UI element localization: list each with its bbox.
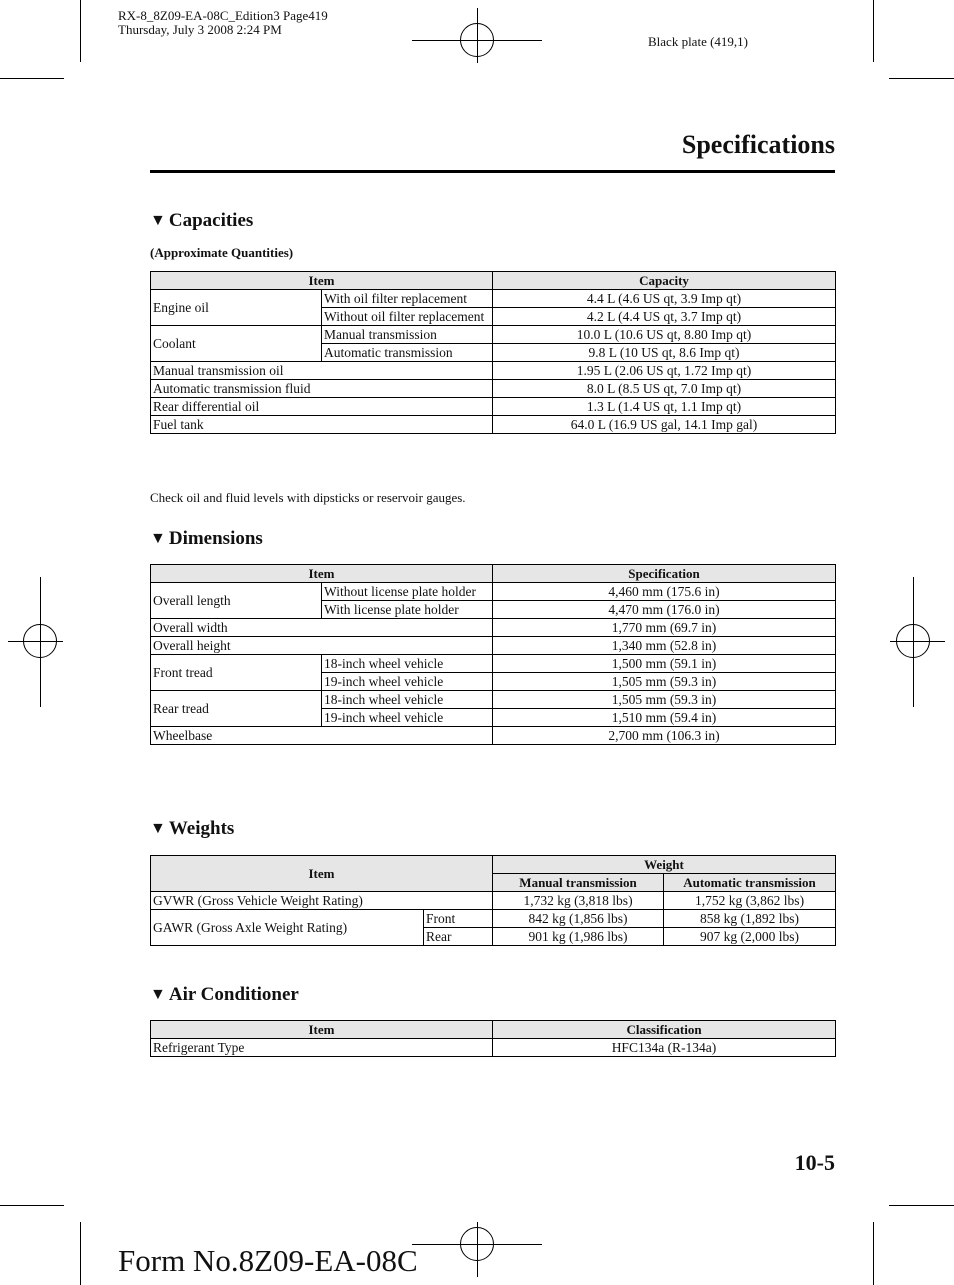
weights-heading-label: Weights <box>168 818 235 839</box>
page-title: Specifications <box>681 130 835 159</box>
crop-mark <box>873 0 874 62</box>
triangle-down-icon: ▼ <box>150 986 166 1003</box>
overall-height-value: 1,340 mm (52.8 in) <box>493 637 836 655</box>
table-header-row <box>151 1021 836 1039</box>
col-header-item: Item <box>151 272 493 290</box>
black-plate-label: Black plate (419,1) <box>648 34 748 49</box>
form-number: Form No.8Z09-EA-08C <box>118 1243 418 1278</box>
table-row <box>151 727 836 745</box>
gawr-cell: GAWR (Gross Axle Weight Rating) <box>151 910 424 946</box>
table-row <box>151 619 836 637</box>
rear-manual-value: 901 kg (1,986 lbs) <box>493 928 664 946</box>
dimensions-table <box>150 564 836 745</box>
value-cell: 1.95 L (2.06 US qt, 1.72 Imp qt) <box>493 362 836 380</box>
refrigerant-type-cell: Refrigerant Type <box>151 1039 493 1057</box>
triangle-down-icon: ▼ <box>150 820 166 837</box>
crop-mark <box>0 78 64 79</box>
table-row <box>151 362 836 380</box>
value-cell: 64.0 L (16.9 US gal, 14.1 Imp gal) <box>493 416 836 434</box>
gvwr-auto-value: 1,752 kg (3,862 lbs) <box>664 892 836 910</box>
dimensions-heading-label: Dimensions <box>168 528 263 549</box>
col-header-weight: Weight <box>493 856 836 874</box>
item-cell: Rear differential oil <box>151 398 493 416</box>
item-cell: Automatic transmission fluid <box>151 380 493 398</box>
col-header-specification: Specification <box>493 565 836 583</box>
air-conditioner-heading-label: Air Conditioner <box>168 984 299 1005</box>
air-conditioner-table <box>150 1020 836 1057</box>
triangle-down-icon: ▼ <box>150 212 166 229</box>
overall-width-cell: Overall width <box>151 619 493 637</box>
front-19-value: 1,505 mm (59.3 in) <box>493 673 836 691</box>
col-header-classification: Classification <box>493 1021 836 1039</box>
overall-length-cell: Overall length <box>151 583 322 619</box>
without-filter-value: 4.2 L (4.4 US qt, 3.7 Imp qt) <box>493 308 836 326</box>
without-plate-cell: Without license plate holder <box>322 583 493 601</box>
table-row <box>151 583 836 601</box>
table-row <box>151 1039 836 1057</box>
front-manual-value: 842 kg (1,856 lbs) <box>493 910 664 928</box>
capacities-heading <box>150 210 253 232</box>
crop-mark <box>889 78 954 79</box>
col-header-item: Item <box>151 856 493 892</box>
col-header-automatic: Automatic transmission <box>664 874 836 892</box>
crop-mark <box>80 0 81 62</box>
table-row <box>151 416 836 434</box>
coolant-auto-cell: Automatic transmission <box>322 344 493 362</box>
without-filter-cell: Without oil filter replacement <box>322 308 493 326</box>
capacities-heading-label: Capacities <box>168 210 254 231</box>
rear-19-value: 1,510 mm (59.4 in) <box>493 709 836 727</box>
table-row <box>151 892 836 910</box>
col-header-capacity: Capacity <box>493 272 836 290</box>
rear-18-cell: 18-inch wheel vehicle <box>322 691 493 709</box>
wheelbase-value: 2,700 mm (106.3 in) <box>493 727 836 745</box>
gvwr-cell: GVWR (Gross Vehicle Weight Rating) <box>151 892 493 910</box>
table-row <box>151 326 836 344</box>
engine-oil-cell: Engine oil <box>151 290 322 326</box>
weights-table <box>150 855 836 946</box>
front-19-cell: 19-inch wheel vehicle <box>322 673 493 691</box>
crop-mark <box>80 1222 81 1285</box>
air-conditioner-heading <box>150 984 299 1006</box>
print-header-date: Thursday, July 3 2008 2:24 PM <box>118 22 282 37</box>
value-cell: 8.0 L (8.5 US qt, 7.0 Imp qt) <box>493 380 836 398</box>
value-cell: 1.3 L (1.4 US qt, 1.1 Imp qt) <box>493 398 836 416</box>
table-row <box>151 910 836 928</box>
with-plate-value: 4,470 mm (176.0 in) <box>493 601 836 619</box>
crop-mark <box>0 1205 64 1206</box>
front-tread-cell: Front tread <box>151 655 322 691</box>
front-axle-cell: Front <box>424 910 493 928</box>
item-cell: Fuel tank <box>151 416 493 434</box>
table-row <box>151 691 836 709</box>
refrigerant-value: HFC134a (R-134a) <box>493 1039 836 1057</box>
page-number: 10-5 <box>794 1150 835 1175</box>
with-filter-value: 4.4 L (4.6 US qt, 3.9 Imp qt) <box>493 290 836 308</box>
wheelbase-cell: Wheelbase <box>151 727 493 745</box>
rear-tread-cell: Rear tread <box>151 691 322 727</box>
capacities-table <box>150 271 836 434</box>
item-cell: Manual transmission oil <box>151 362 493 380</box>
table-header-row <box>151 565 836 583</box>
without-plate-value: 4,460 mm (175.6 in) <box>493 583 836 601</box>
coolant-manual-value: 10.0 L (10.6 US qt, 8.80 Imp qt) <box>493 326 836 344</box>
front-auto-value: 858 kg (1,892 lbs) <box>664 910 836 928</box>
col-header-item: Item <box>151 1021 493 1039</box>
front-18-value: 1,500 mm (59.1 in) <box>493 655 836 673</box>
triangle-down-icon: ▼ <box>150 530 166 547</box>
rear-auto-value: 907 kg (2,000 lbs) <box>664 928 836 946</box>
crop-mark <box>873 1222 874 1285</box>
table-row <box>151 637 836 655</box>
weights-heading <box>150 818 234 840</box>
front-18-cell: 18-inch wheel vehicle <box>322 655 493 673</box>
table-header-row <box>151 272 836 290</box>
print-header-file: RX-8_8Z09-EA-08C_Edition3 Page419 <box>118 8 328 23</box>
table-header-row <box>151 856 836 874</box>
with-filter-cell: With oil filter replacement <box>322 290 493 308</box>
coolant-cell: Coolant <box>151 326 322 362</box>
coolant-manual-cell: Manual transmission <box>322 326 493 344</box>
title-rule <box>150 170 835 173</box>
table-row <box>151 290 836 308</box>
with-plate-cell: With license plate holder <box>322 601 493 619</box>
overall-height-cell: Overall height <box>151 637 493 655</box>
col-header-manual: Manual transmission <box>493 874 664 892</box>
rear-axle-cell: Rear <box>424 928 493 946</box>
table-row <box>151 380 836 398</box>
capacities-subtitle: (Approximate Quantities) <box>150 245 294 260</box>
table-row <box>151 655 836 673</box>
coolant-auto-value: 9.8 L (10 US qt, 8.6 Imp qt) <box>493 344 836 362</box>
rear-19-cell: 19-inch wheel vehicle <box>322 709 493 727</box>
crop-mark <box>889 1205 954 1206</box>
table-row <box>151 398 836 416</box>
col-header-item: Item <box>151 565 493 583</box>
capacities-footnote: Check oil and fluid levels with dipsticks or reservoir gauges. <box>150 490 466 505</box>
gvwr-manual-value: 1,732 kg (3,818 lbs) <box>493 892 664 910</box>
overall-width-value: 1,770 mm (69.7 in) <box>493 619 836 637</box>
rear-18-value: 1,505 mm (59.3 in) <box>493 691 836 709</box>
dimensions-heading <box>150 528 263 550</box>
